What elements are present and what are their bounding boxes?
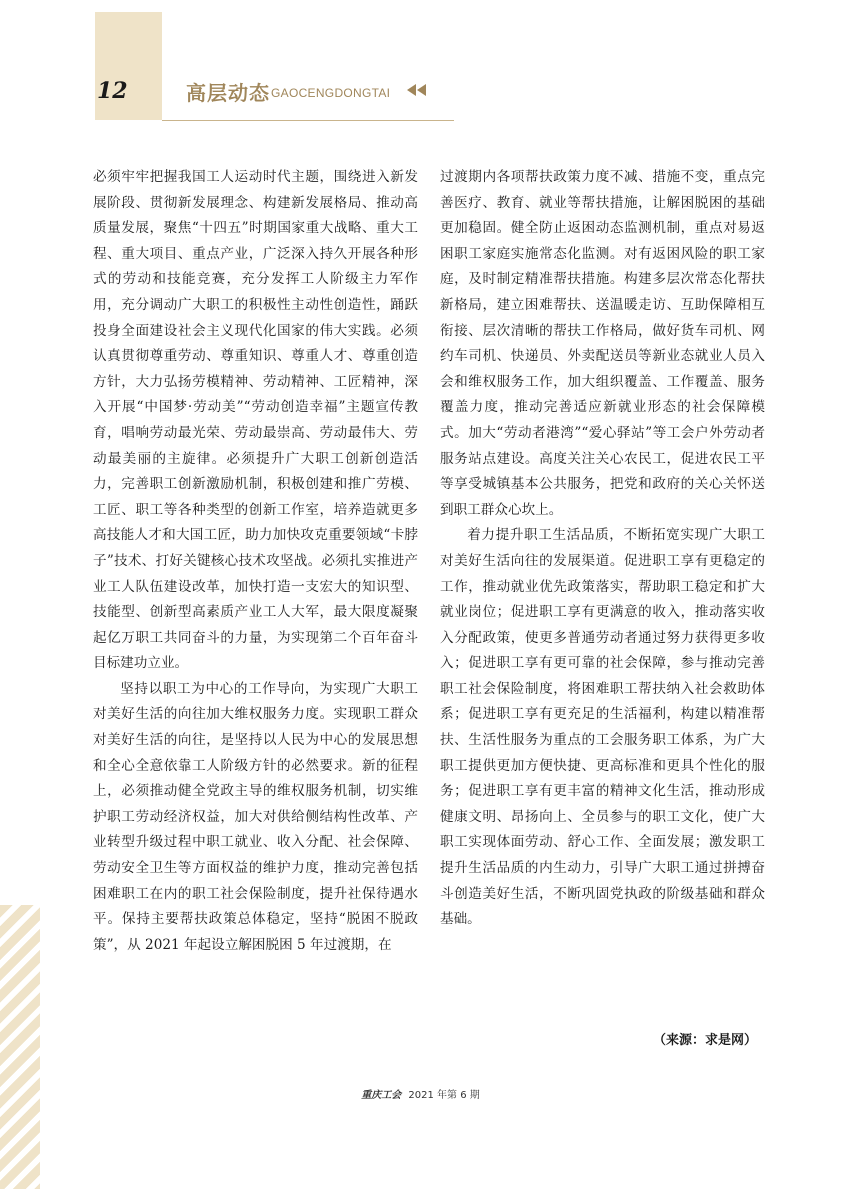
article-column-right xyxy=(440,165,765,933)
header-divider xyxy=(162,120,454,121)
paragraph: 必须牢牢把握我国工人运动时代主题，围绕进入新发展阶段、贯彻新发展理念、构建新发展格局、推动高质量发展，聚焦“十四五”时期国家重大战略、重大工程、重大项目、重点产业，广泛深入持久开展各种形式的劳动和技能竞赛，充分发挥工人阶级主力军作用，充分调动广大职工的积极性主动性创造性，踊跃投身全面建设社会主义现代化国家的伟大实践。必须认真贯彻尊重劳动、尊重知识、尊重人才、尊重创造方针，大力弘扬劳模精神、劳动精神、工匠精神，深入开展“中国梦·劳动美”“劳动创造幸福”主题宣传教育，唱响劳动最光荣、劳动最崇高、劳动最伟大、劳动最美丽的主旋律。必须提升广大职工创新创造活力，完善职工创新激励机制，积极创建和推广劳模、工匠、职工等各种类型的创新工作室，培养造就更多高技能人才和大国工匠，助力加快攻克重要领域“卡脖子”技术、打好关键核心技术攻坚战。必须扎实推进产业工人队伍建设改革，加快打造一支宏大的知识型、技能型、创新型高素质产业工人大军，最大限度凝聚起亿万职工共同奋斗的力量，为实现第二个百年奋斗目标建功立业。 xyxy=(93,169,418,672)
section-pinyin: GAOCENGDONGTAI xyxy=(271,86,391,100)
paragraph: 过渡期内各项帮扶政策力度不减、措施不变，重点完善医疗、教育、就业等帮扶措施，让解困脱困的基础更加稳固。健全防止返困动态监测机制，重点对易返困职工家庭实施常态化监测。对有返困风险的职工家庭，及时制定精准帮扶措施。构建多层次常态化帮扶新格局，建立困难帮扶、送温暖走访、互助保障相互衔接、层次清晰的帮扶工作格局，做好货车司机、网约车司机、快递员、外卖配送员等新业态就业人员入会和维权服务工作，加大组织覆盖、工作覆盖、服务覆盖力度，推动完善适应新就业形态的社会保障模式。加大“劳动者港湾”“爱心驿站”等工会户外劳动者服务站点建设。高度关注关心农民工，促进农民工平等享受城镇基本公共服务，把党和政府的关心关怀送到职工群众心坎上。 xyxy=(440,169,765,518)
article-source: （来源：求是网） xyxy=(652,1033,757,1048)
page-footer xyxy=(0,1086,841,1101)
journal-name: 重庆工会 xyxy=(361,1090,402,1101)
decorative-stripes xyxy=(0,905,40,1189)
section-title: 高层动态 xyxy=(186,81,270,105)
page-number: 12 xyxy=(97,78,128,104)
issue-label: 2021 年第 6 期 xyxy=(408,1090,480,1101)
double-arrow-left-icon xyxy=(406,83,428,97)
paragraph: 坚持以职工为中心的工作导向，为实现广大职工对美好生活的向往加大维权服务力度。实现职工群众对美好生活的向往，是坚持以人民为中心的发展思想和全心全意依靠工人阶级方针的必然要求。新的征程上，必须推动健全党政主导的维权服务机制，切实维护职工劳动经济权益，加大对供给侧结构性改革、产业转型升级过程中职工就业、收入分配、社会保障、劳动安全卫生等方面权益的维护力度，推动完善包括困难职工在内的职工社会保险制度，提升社保待遇水平。保持主要帮扶政策总体稳定，坚持“脱困不脱政策”，从 2021 年起设立解困脱困 5 年过渡期，在 xyxy=(93,680,418,953)
article-column-left xyxy=(93,165,418,958)
paragraph: 着力提升职工生活品质，不断拓宽实现广大职工对美好生活向往的发展渠道。促进职工享有更稳定的工作，推动就业优先政策落实，帮助职工稳定和扩大就业岗位；促进职工享有更满意的收入，推动落实收入分配政策，使更多普通劳动者通过努力获得更多收入；促进职工享有更可靠的社会保障，参与推动完善职工社会保险制度，将困难职工帮扶纳入社会救助体系；促进职工享有更充足的生活福利，构建以精准帮扶、生活性服务为重点的工会服务职工体系，为广大职工提供更加方便快捷、更高标准和更具个性化的服务；促进职工享有更丰富的精神文化生活，推动形成健康文明、昂扬向上、全员参与的职工文化，使广大职工实现体面劳动、舒心工作、全面发展；激发职工提升生活品质的内生动力，引导广大职工通过拼搏奋斗创造美好生活，不断巩固党执政的阶级基础和群众基础。 xyxy=(440,527,765,928)
